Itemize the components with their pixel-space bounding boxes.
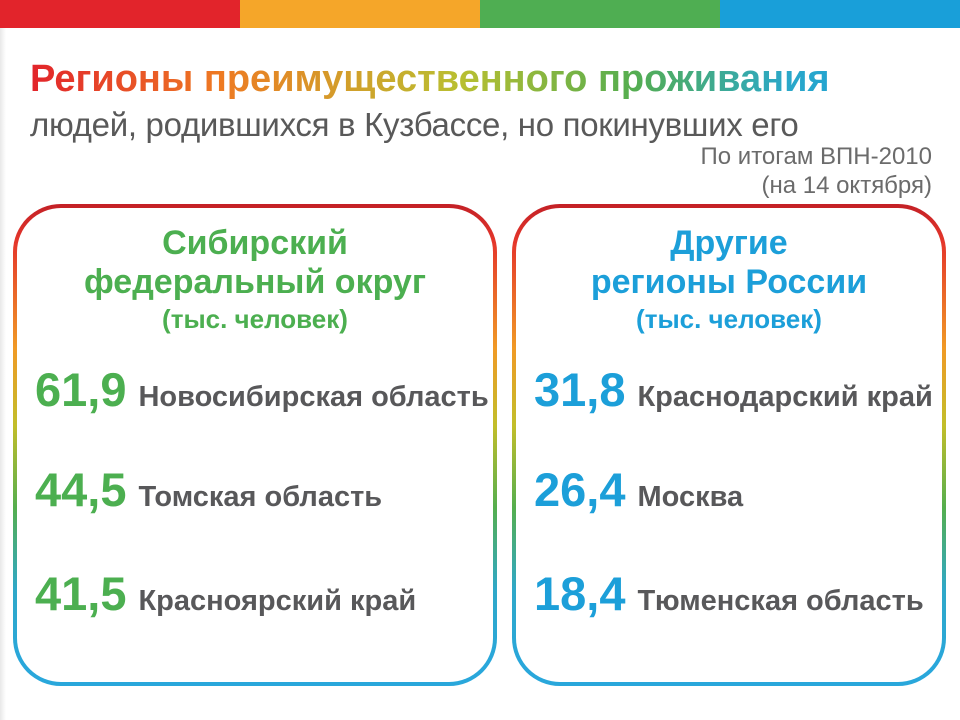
bar-segment-green xyxy=(480,0,720,28)
card-other-regions-units: (тыс. человек) xyxy=(636,304,822,335)
slide-title: Регионы преимущественного проживания xyxy=(30,58,890,101)
card-other-regions-inner xyxy=(516,208,942,682)
source-note-line2: (на 14 октября) xyxy=(761,172,932,199)
stat-value: 26,4 xyxy=(534,463,626,516)
card-siberian-units: (тыс. человек) xyxy=(162,304,348,335)
slide-subtitle: людей, родившихся в Кузбассе, но покинувших его xyxy=(30,105,799,143)
slide-header xyxy=(30,58,890,144)
stat-row xyxy=(534,363,936,416)
bar-segment-red xyxy=(0,0,240,28)
stat-label: Москва xyxy=(637,481,744,513)
card-other-regions xyxy=(512,204,946,686)
card-siberian-title xyxy=(17,224,493,302)
slide-left-edge xyxy=(0,28,6,720)
card-siberian-header xyxy=(17,208,493,335)
card-siberian-inner xyxy=(17,208,493,682)
stat-label: Тюменская область xyxy=(637,585,924,617)
card-other-regions-title-line1: Другие xyxy=(670,224,788,262)
stat-value: 41,5 xyxy=(35,567,127,620)
card-siberian-title-line2: федеральный округ xyxy=(84,263,426,302)
stat-row xyxy=(534,463,936,516)
card-siberian-federal-district xyxy=(13,204,497,686)
stat-row xyxy=(35,567,487,620)
card-other-regions-title-line2: регионы России xyxy=(590,263,868,302)
stat-row xyxy=(35,363,489,416)
source-note xyxy=(701,142,932,200)
card-other-regions-title xyxy=(516,224,942,302)
bar-segment-blue xyxy=(720,0,960,28)
bar-segment-orange xyxy=(240,0,480,28)
stat-value: 18,4 xyxy=(534,567,626,620)
stat-row xyxy=(534,567,936,620)
stat-label: Томская область xyxy=(138,481,383,513)
source-note-line1: По итогам ВПН-2010 xyxy=(700,143,932,170)
card-siberian-title-line1: Сибирский xyxy=(162,224,348,262)
card-other-regions-header xyxy=(516,208,942,335)
stat-label: Новосибирская область xyxy=(138,381,489,413)
stat-value: 61,9 xyxy=(35,363,127,416)
top-color-bar xyxy=(0,0,960,28)
stat-label: Красноярский край xyxy=(138,585,417,617)
stat-value: 31,8 xyxy=(534,363,626,416)
stat-value: 44,5 xyxy=(35,463,127,516)
stat-label: Краснодарский край xyxy=(637,381,933,413)
stat-row xyxy=(35,463,487,516)
